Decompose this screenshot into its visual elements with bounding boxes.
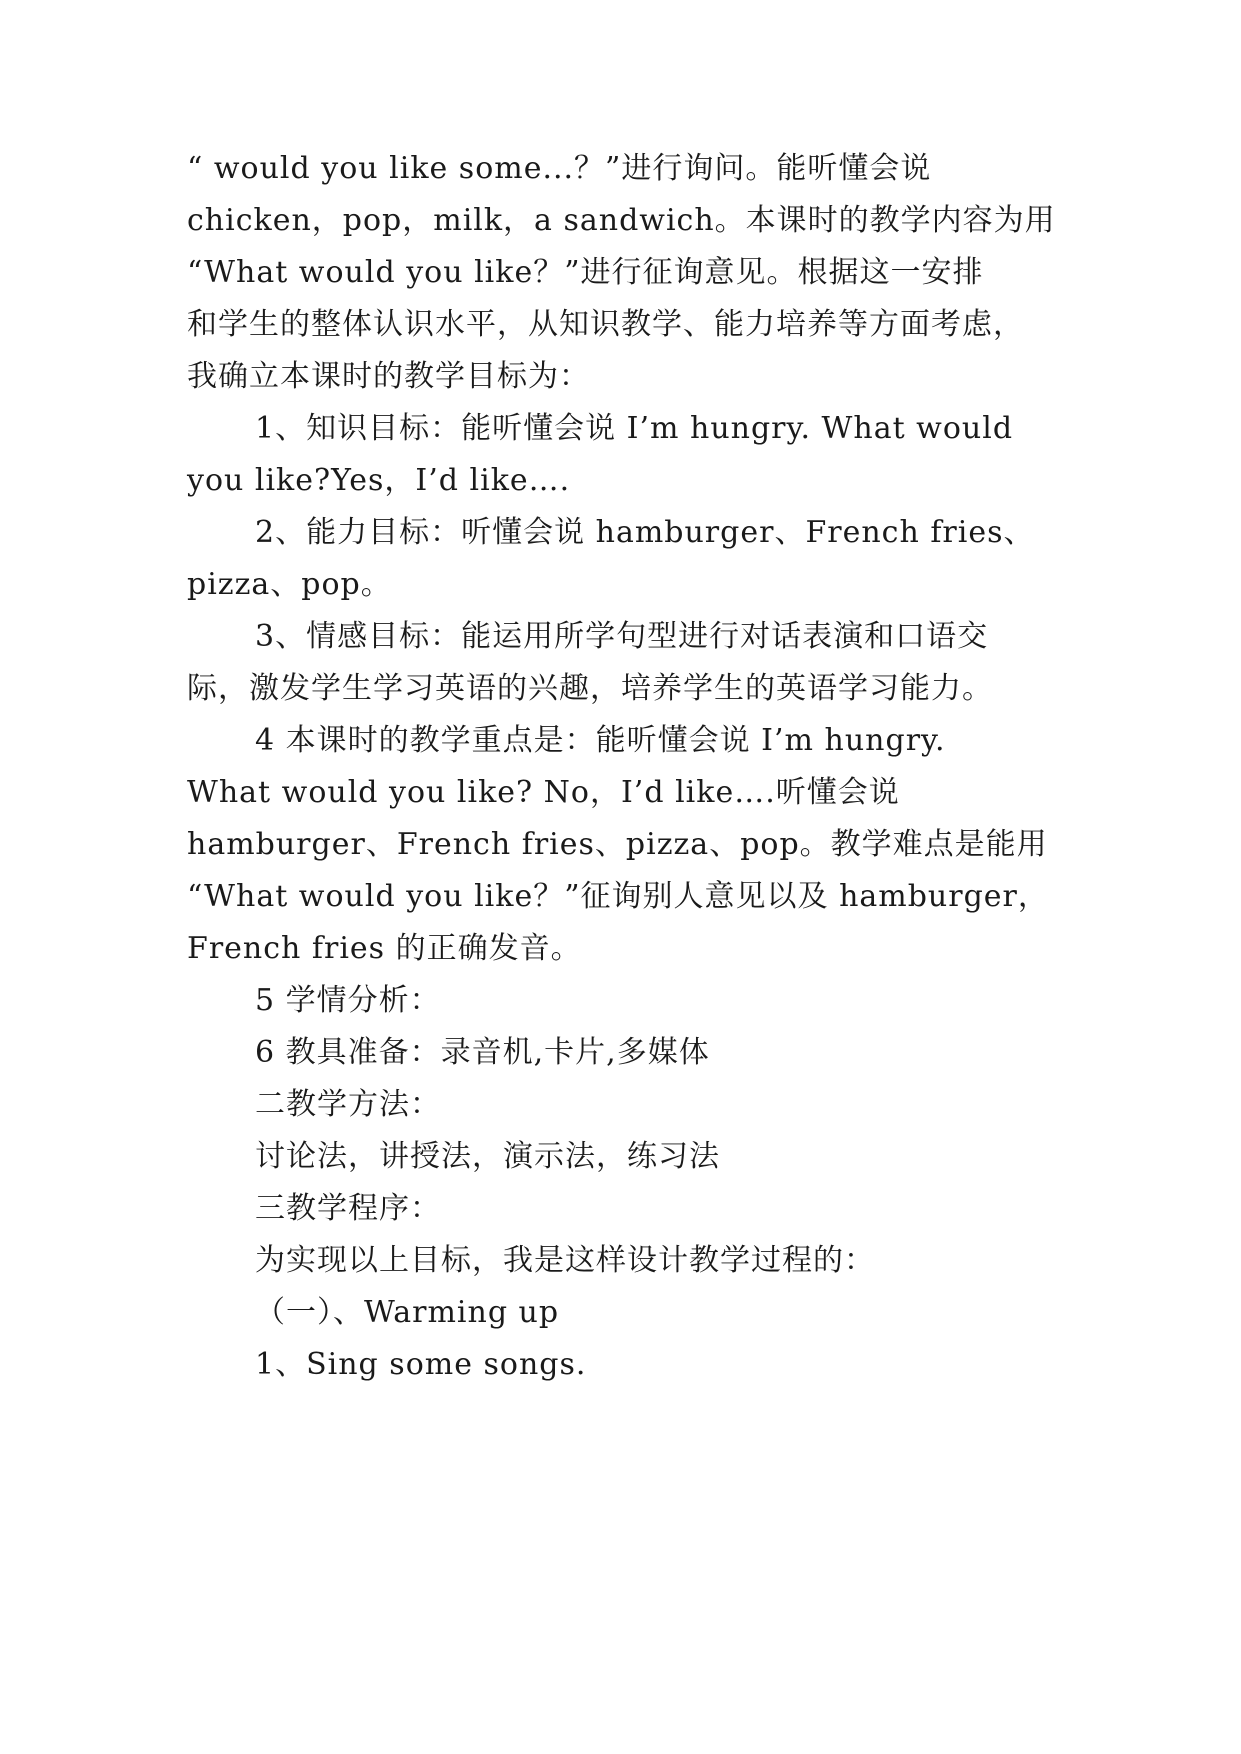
text-line: you like?Yes，I’d like….	[187, 463, 571, 498]
text-line: 为实现以上目标，我是这样设计教学过程的：	[255, 1243, 875, 1278]
text-line: 5 学情分析：	[255, 983, 441, 1018]
text-line: 讨论法，讲授法，演示法，练习法	[255, 1139, 720, 1174]
text-line: 1、Sing some songs.	[255, 1347, 587, 1382]
text-line: 三教学程序：	[255, 1191, 441, 1226]
text-line: pizza、pop。	[187, 567, 392, 602]
text-line: 我确立本课时的教学目标为：	[187, 359, 590, 394]
text-line: 6 教具准备：录音机,卡片,多媒体	[255, 1035, 710, 1070]
text-line: 2、能力目标：听懂会说 hamburger、French fries、	[255, 515, 1035, 550]
text-line: （一）、Warming up	[255, 1295, 560, 1330]
text-line: 和学生的整体认识水平，从知识教学、能力培养等方面考虑，	[187, 307, 1024, 342]
text-line: 二教学方法：	[255, 1087, 441, 1122]
text-line: What would you like? No，I’d like….听懂会说	[187, 775, 900, 810]
text-line: hamburger、French fries、pizza、pop。教学难点是能用	[187, 827, 1048, 862]
text-line: “What would you like？”进行征询意见。根据这一安排	[187, 255, 984, 290]
text-line: chicken，pop，milk，a sandwich。本课时的教学内容为用	[187, 203, 1056, 238]
text-line: 3、情感目标：能运用所学句型进行对话表演和口语交	[255, 619, 989, 654]
text-line: “What would you like？”征询别人意见以及 hamburger，	[187, 879, 1049, 914]
text-line: French fries 的正确发音。	[187, 931, 582, 966]
text-line: 1、知识目标：能听懂会说 I’m hungry. What would	[255, 411, 1014, 446]
text-line: “ would you like some...？”进行询问。能听懂会说	[187, 151, 932, 186]
text-line: 4 本课时的教学重点是：能听懂会说 I’m hungry.	[255, 723, 946, 758]
text-line: 际，激发学生学习英语的兴趣，培养学生的英语学习能力。	[187, 671, 993, 706]
